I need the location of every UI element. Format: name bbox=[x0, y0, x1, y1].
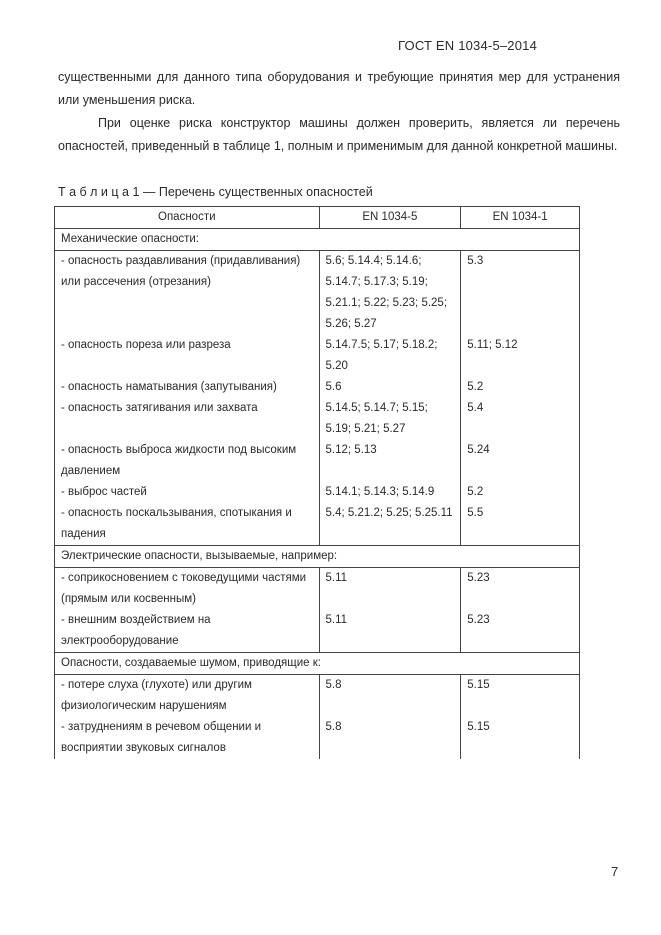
en1034-1-cell: 5.2 bbox=[461, 377, 580, 398]
en1034-5-cell: 5.6; 5.14.4; 5.14.6; 5.14.7; 5.17.3; 5.19; 5.21.1; 5.22; 5.23; 5.25; 5.26; 5.27 bbox=[319, 251, 461, 336]
document-header: ГОСТ EN 1034-5–2014 bbox=[398, 38, 538, 53]
table-row bbox=[55, 610, 580, 653]
page-number: 7 bbox=[611, 864, 619, 879]
table-header-row bbox=[55, 207, 580, 229]
en1034-5-cell: 5.11 bbox=[319, 568, 461, 611]
hazard-cell: - выброс частей bbox=[55, 482, 320, 503]
group-title: Электрические опасности, вызываемые, например: bbox=[55, 546, 580, 568]
hazard-cell: - опасность наматывания (запутывания) bbox=[55, 377, 320, 398]
table-row bbox=[55, 335, 580, 377]
hazard-cell: - потере слуха (глухоте) или другим физиологическим нарушениям bbox=[55, 675, 320, 718]
en1034-1-cell: 5.2 bbox=[461, 482, 580, 503]
en1034-1-cell: 5.5 bbox=[461, 503, 580, 546]
en1034-5-cell: 5.8 bbox=[319, 717, 461, 759]
en1034-5-cell: 5.8 bbox=[319, 675, 461, 718]
table-row bbox=[55, 377, 580, 398]
table-group-row bbox=[55, 229, 580, 251]
paragraph-continued: существенными для данного типа оборудования и требующие принятия мер для устранения или уменьшения риска. bbox=[58, 70, 620, 107]
table-row bbox=[55, 398, 580, 440]
en1034-5-cell: 5.14.7.5; 5.17; 5.18.2; 5.20 bbox=[319, 335, 461, 377]
table-caption: Т а б л и ц а 1 — Перечень существенных опасностей bbox=[58, 185, 373, 199]
table-row bbox=[55, 503, 580, 546]
en1034-1-cell: 5.15 bbox=[461, 717, 580, 759]
hazard-cell: - опасность затягивания или захвата bbox=[55, 398, 320, 440]
group-title: Опасности, создаваемые шумом, приводящие к: bbox=[55, 653, 580, 675]
table-row bbox=[55, 440, 580, 482]
hazard-cell: - опасность выброса жидкости под высоким давлением bbox=[55, 440, 320, 482]
en1034-5-cell: 5.11 bbox=[319, 610, 461, 653]
hazard-cell: - затруднениям в речевом общении и восприятии звуковых сигналов bbox=[55, 717, 320, 759]
hazard-cell: - опасность раздавливания (придавливания) или рассечения (отрезания) bbox=[55, 251, 320, 336]
paragraph-risk-assessment: При оценке риска конструктор машины должен проверить, является ли перечень опасностей, приведенный в таблице 1, полным и применимым для данной конкретной машины. bbox=[58, 116, 620, 153]
en1034-1-cell: 5.11; 5.12 bbox=[461, 335, 580, 377]
en1034-1-cell: 5.23 bbox=[461, 610, 580, 653]
en1034-1-cell: 5.24 bbox=[461, 440, 580, 482]
column-header-en1034-5: EN 1034-5 bbox=[319, 207, 461, 229]
hazard-cell: - соприкосновением с токоведущими частями (прямым или косвенным) bbox=[55, 568, 320, 611]
table-group-row bbox=[55, 546, 580, 568]
table-group-row bbox=[55, 653, 580, 675]
en1034-5-cell: 5.12; 5.13 bbox=[319, 440, 461, 482]
table-row bbox=[55, 568, 580, 611]
en1034-5-cell: 5.14.5; 5.14.7; 5.15; 5.19; 5.21; 5.27 bbox=[319, 398, 461, 440]
en1034-5-cell: 5.14.1; 5.14.3; 5.14.9 bbox=[319, 482, 461, 503]
group-title: Механические опасности: bbox=[55, 229, 580, 251]
table-row bbox=[55, 482, 580, 503]
hazards-table bbox=[54, 206, 580, 759]
en1034-5-cell: 5.4; 5.21.2; 5.25; 5.25.11 bbox=[319, 503, 461, 546]
column-header-en1034-1: EN 1034-1 bbox=[461, 207, 580, 229]
en1034-1-cell: 5.4 bbox=[461, 398, 580, 440]
hazard-cell: - внешним воздействием на электрооборудование bbox=[55, 610, 320, 653]
column-header-hazards: Опасности bbox=[55, 207, 320, 229]
table-body bbox=[55, 229, 580, 760]
en1034-5-cell: 5.6 bbox=[319, 377, 461, 398]
table-row bbox=[55, 717, 580, 759]
en1034-1-cell: 5.3 bbox=[461, 251, 580, 336]
hazard-cell: - опасность поскальзывания, спотыкания и падения bbox=[55, 503, 320, 546]
table-row bbox=[55, 251, 580, 336]
en1034-1-cell: 5.23 bbox=[461, 568, 580, 611]
hazard-cell: - опасность пореза или разреза bbox=[55, 335, 320, 377]
en1034-1-cell: 5.15 bbox=[461, 675, 580, 718]
table-row bbox=[55, 675, 580, 718]
